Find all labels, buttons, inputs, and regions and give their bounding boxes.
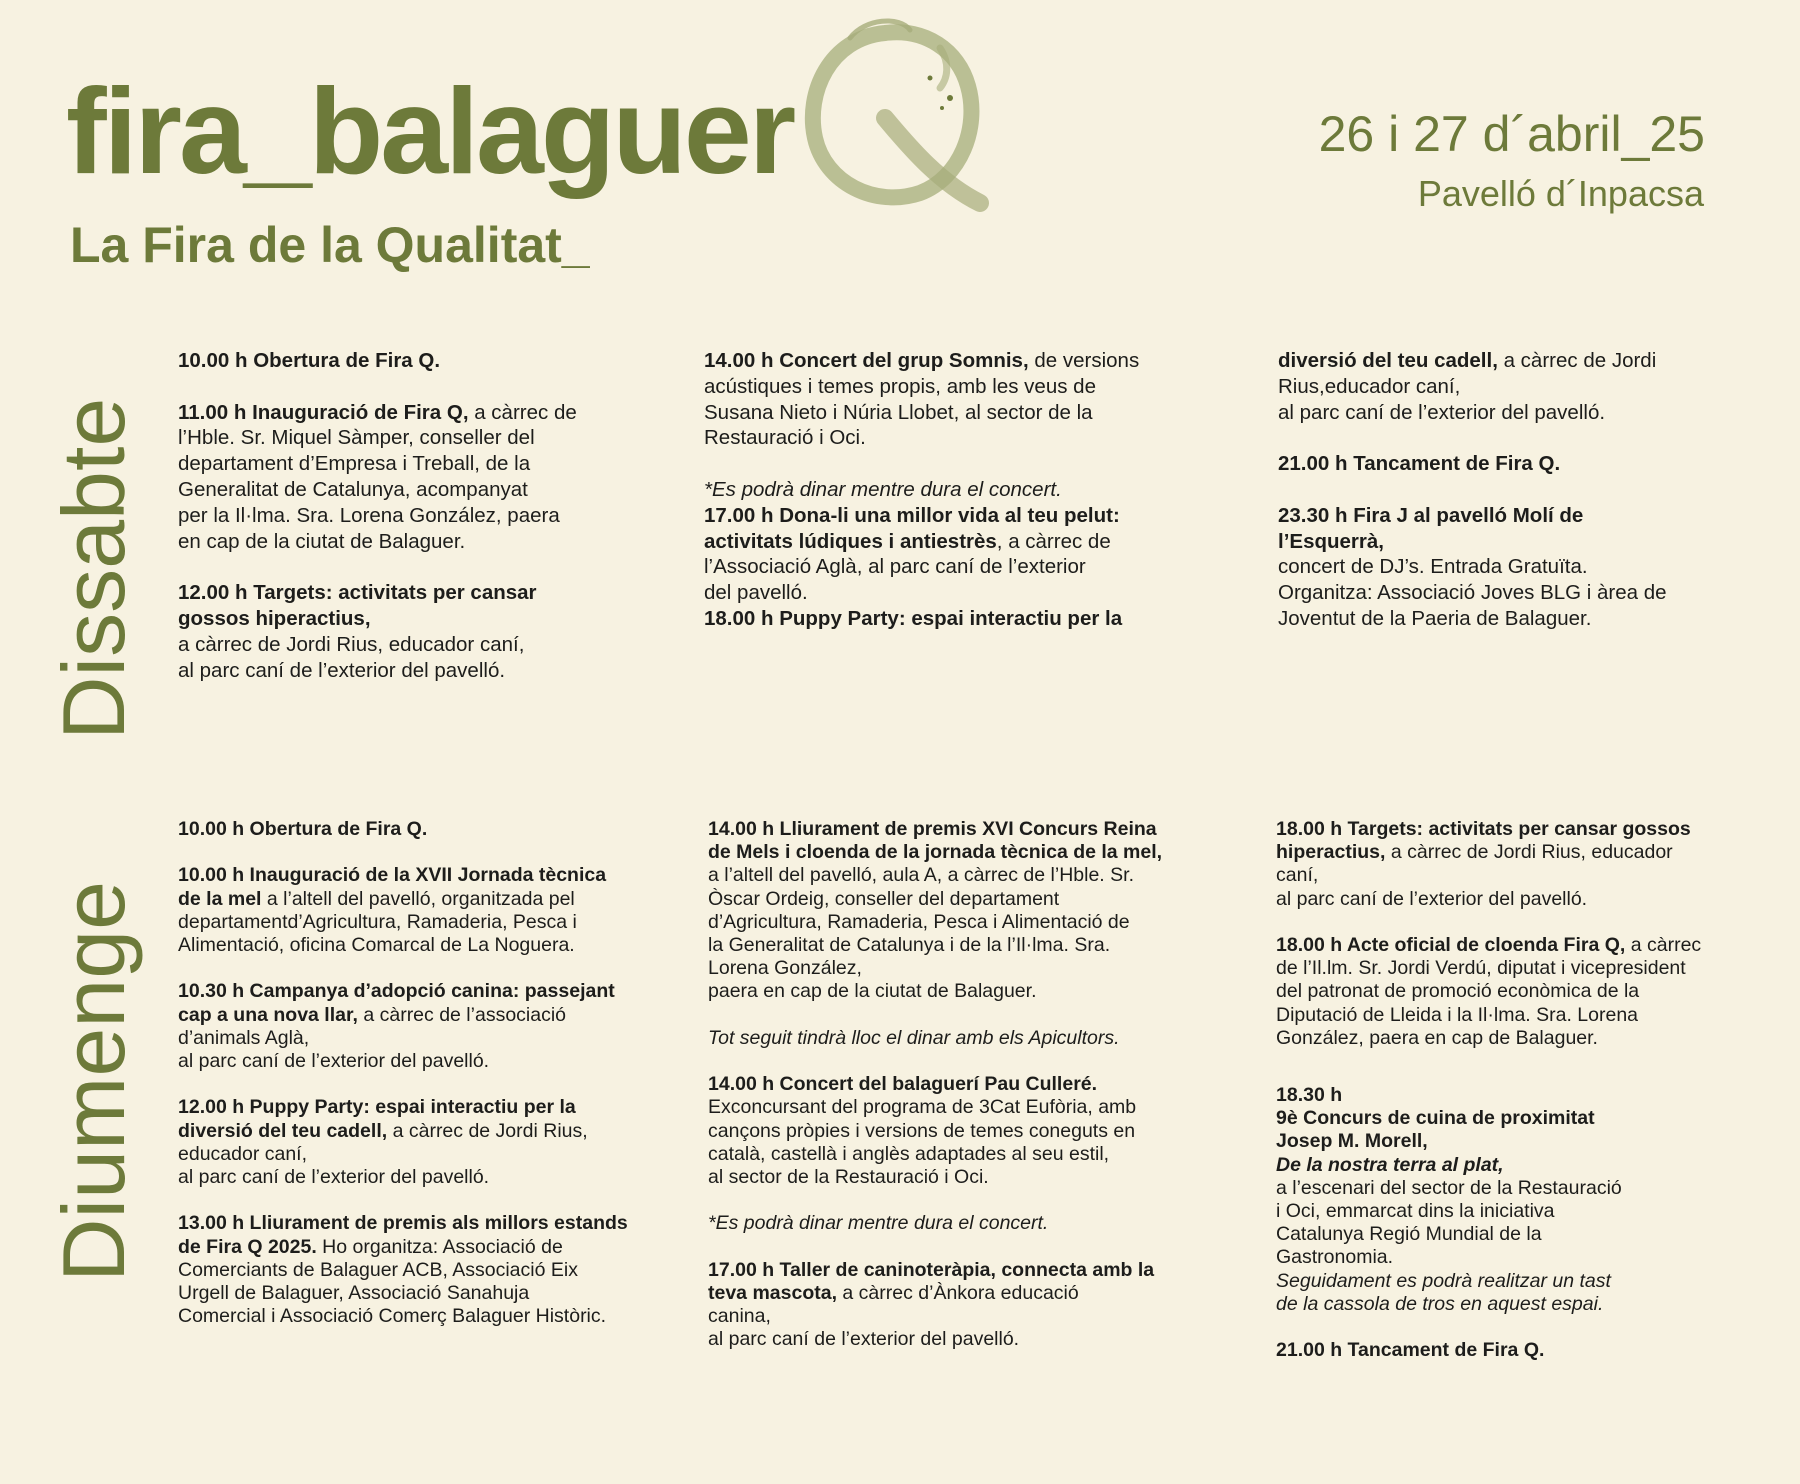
schedule-item: 10.00 h Obertura de Fira Q.	[178, 818, 428, 840]
schedule-item: 14.00 h Lliurament de premis XVI Concurs Reina de Mels i cloenda de la jornada tècnica de la mel, a l’altell del pavelló, aula A, a càrrec de l’Hble. Sr. Òscar Ordeig, conseller del departament d’Agricultura, Ramaderia, Pesca i Alimentació de la Generalitat de Catalunya i de la l’Il·lma. Sra. Lorena González, paera en cap de la ciutat de Balaguer.	[708, 818, 1163, 1003]
schedule-item: 17.00 h Taller de caninoteràpia, connecta amb la teva mascota, a càrrec d’Ànkora educació canina, al parc caní de l’exterior del pavelló.	[708, 1258, 1155, 1351]
sunday-column-3	[1276, 818, 1786, 1386]
schedule-item: 21.00 h Tancament de Fira Q.	[1278, 452, 1561, 476]
schedule-item: 18.00 h Acte oficial de cloenda Fira Q, a càrrec de l’Il.lm. Sr. Jordi Verdú, diputat i vicepresident del patronat de promoció econòmica de la Diputació de Lleida i la Il·lma. Sra. Lorena González, paera en cap de Balaguer.	[1276, 934, 1702, 1049]
fair-subtitle: La Fira de la Qualitat_	[70, 217, 590, 273]
saturday-column-1	[178, 348, 698, 709]
sunday-column-2	[708, 818, 1228, 1375]
schedule-item: 17.00 h Dona-li una millor vida al teu pelut: activitats lúdiques i antiestrès, a càrrec de l’Associació Aglà, al parc caní de l’exterior del pavelló.	[704, 503, 1120, 605]
schedule-item: 12.00 h Puppy Party: espai interactiu per la diversió del teu cadell, a càrrec de Jordi Rius, educador caní, al parc caní de l’exterior del pavelló.	[178, 1096, 588, 1188]
schedule-item: 11.00 h Inauguració de Fira Q, a càrrec de l’Hble. Sr. Miquel Sàmper, conseller del departament d’Empresa i Treball, de la Generalitat de Catalunya, acompanyat per la Il·lma. Sra. Lorena González, paera en cap de la ciutat de Balaguer.	[178, 400, 577, 553]
q-logo-icon	[790, 8, 990, 218]
schedule-item: 14.00 h Concert del balaguerí Pau Culleré. Exconcursant del programa de 3Cat Eufòria, amb cançons pròpies i versions de temes coneguts en català, castellà i anglès adaptades al seu estil, al sector de la Restauració i Oci.	[708, 1073, 1137, 1189]
schedule-item: 10.30 h Campanya d’adopció canina: passejant cap a una nova llar, a càrrec de l’associació d’animals Aglà, al parc caní de l’exterior del pavelló.	[178, 980, 615, 1072]
day-label-sunday: Diumenge	[44, 880, 143, 1282]
fair-dates: 26 i 27 d´abril_25	[1318, 106, 1705, 162]
schedule-item: 10.00 h Inauguració de la XVII Jornada tècnica de la mel a l’altell del pavelló, organitzada pel departamentd’Agricultura, Ramaderia, Pesca i Alimentació, oficina Comarcal de La Noguera.	[178, 864, 607, 956]
schedule-item: 18.00 h Puppy Party: espai interactiu per la	[704, 606, 1123, 630]
schedule-note: *Es podrà dinar mentre dura el concert.	[708, 1212, 1049, 1235]
schedule-item: 12.00 h Targets: activitats per cansar gossos hiperactius, a càrrec de Jordi Rius, educador caní, al parc caní de l’exterior del pavelló.	[178, 581, 537, 682]
schedule-item: 18.30 h 9è Concurs de cuina de proximitat Josep M. Morell, De la nostra terra al plat, a l’escenari del sector de la Restauració i Oci, emmarcat dins la iniciativa Catalunya Regió Mundial de la Gastronomia. Seguidament es podrà realitzar un tast de la cassola de tros en aquest espai.	[1276, 1084, 1622, 1315]
fair-title: fira_balaguer	[66, 63, 794, 199]
schedule-note: Tot seguit tindrà lloc el dinar amb els Apicultors.	[708, 1026, 1120, 1049]
schedule-item: 18.00 h Targets: activitats per cansar gossos hiperactius, a càrrec de Jordi Rius, educador caní, al parc caní de l’exterior del pavelló.	[1276, 818, 1691, 910]
schedule-item: 23.30 h Fira J al pavelló Molí de l’Esquerrà, concert de DJ’s. Entrada Gratuïta. Organitza: Associació Joves BLG i àrea de Joventut de la Paeria de Balaguer.	[1278, 503, 1667, 630]
schedule-item: diversió del teu cadell, a càrrec de Jordi Rius,educador caní, al parc caní de l’exterior del pavelló.	[1278, 349, 1657, 424]
schedule-note: *Es podrà dinar mentre dura el concert.	[704, 477, 1062, 501]
day-label-saturday: Dissabte	[44, 397, 143, 740]
schedule-item: 13.00 h Lliurament de premis als millors estands de Fira Q 2025. Ho organitza: Associació de Comerciants de Balaguer ACB, Associació Eix Urgell de Balaguer, Associació Sanahuja Comercial i Associació Comerç Balaguer Històric.	[178, 1212, 628, 1328]
fair-venue: Pavelló d´Inpacsa	[1417, 173, 1704, 214]
schedule-item: 10.00 h Obertura de Fira Q.	[178, 349, 441, 372]
schedule-item: 21.00 h Tancament de Fira Q.	[1276, 1339, 1545, 1362]
saturday-column-2	[704, 348, 1224, 658]
schedule-item: 14.00 h Concert del grup Somnis, de versions acústiques i temes propis, amb les veus de Susana Nieto i Núria Llobet, al sector de la Restauració i Oci.	[704, 349, 1140, 450]
sunday-column-1	[178, 818, 698, 1352]
saturday-column-3	[1278, 348, 1778, 658]
